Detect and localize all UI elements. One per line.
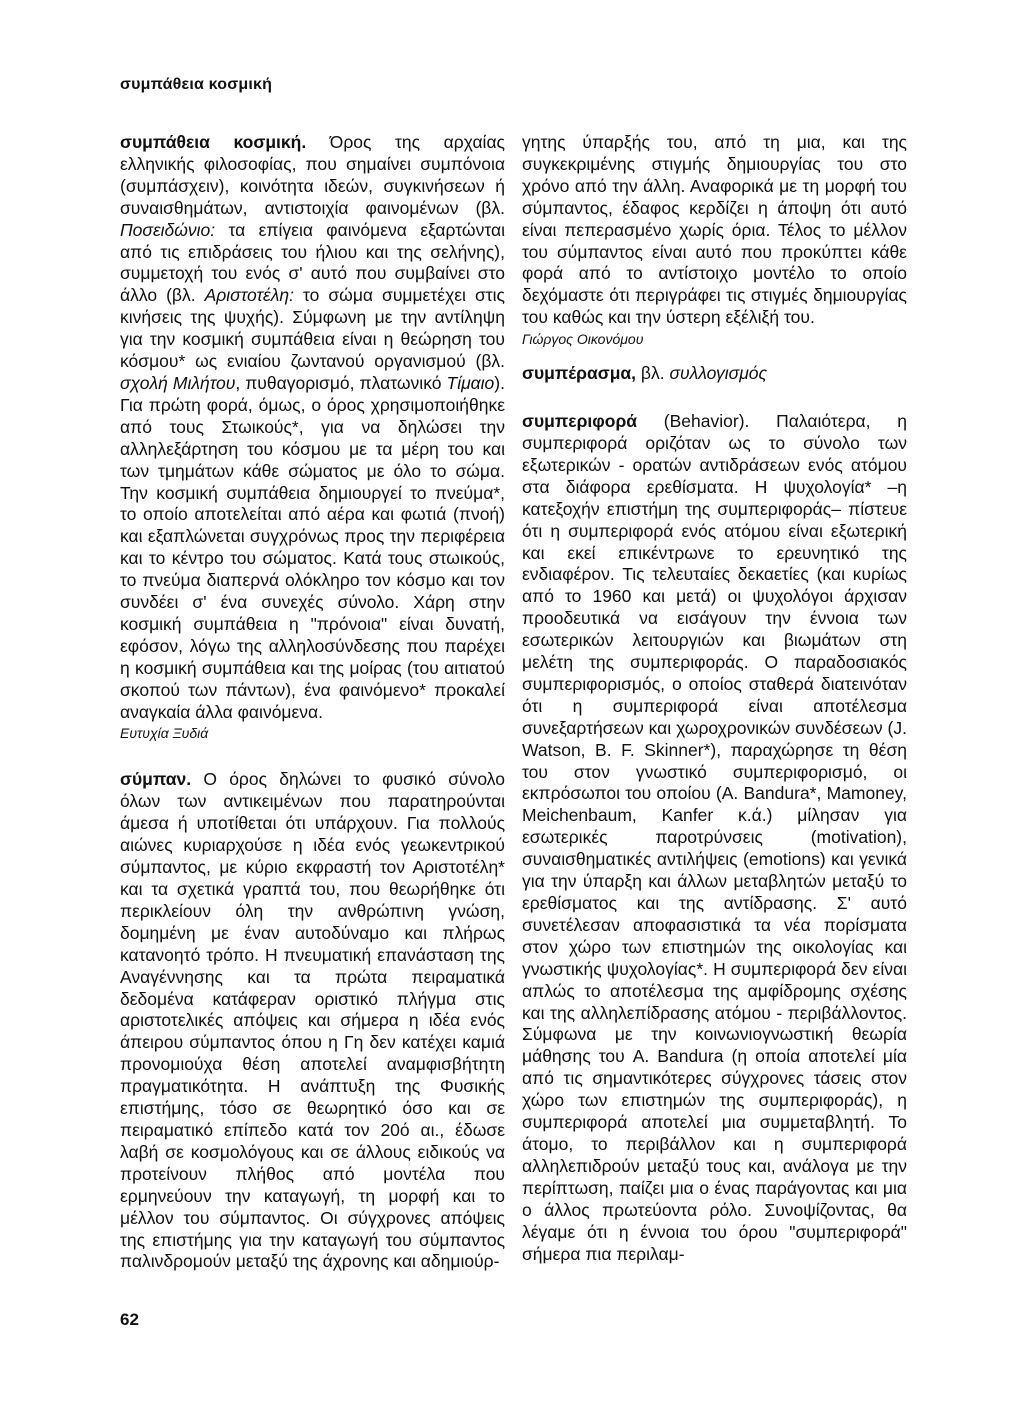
entry-text: , πυθαγορισμό, πλατωνικό xyxy=(235,372,447,393)
cross-reference: Ποσειδώνιο: xyxy=(120,219,216,240)
entry-headword: σύμπαν. xyxy=(120,769,192,790)
entry-sympatheia-kosmiki xyxy=(120,132,505,723)
entry-text: βλ. xyxy=(636,363,670,384)
entry-headword: συμπεριφορά xyxy=(522,411,638,432)
entry-sympan-continued: γητης ύπαρξής του, από τη μια, και της συγκεκριμένης στιγμής δημιουργίας του στο χρόνο από την άλλη. Αναφορικά με τη μορφή του σύμπαντος, έδαφος κερδίζει η άποψη ότι αυτό είναι πεπερασμένο χωρίς όρια. Τέλος το μέλλον του σύμπαντος είναι αυτό που προκύπτει κάθε φορά από το αντίστοιχο μοντέλο το οποίο δεχόμαστε ότι περιγράφει τις στιγμές δημιουργίας του καθώς και την ύστερη εξέλιξή του. xyxy=(522,132,907,328)
running-head: συμπάθεια κοσμική xyxy=(120,76,273,93)
entry-text: Ο όρος δηλώνει το φυσικό σύνολο όλων των αντικειμένων που παρατηρούνται άμεσα ή υποτίθεται ότι υπάρχουν. Για πολλούς αιώνες κυριαρχούσε η ιδέα ενός γεωκεντρικού σύμπαντος, με κύριο εκφραστή τον Αριστοτέλη* και τα σχετικά γραπτά του, που θεωρήθηκε ότι περικλείουν όλη την ανθρώπινη γνώση, δομημένη με έναν αυτοδύναμο και πλήρως κατανοητό τρόπο. Η πνευματική επανάσταση της Αναγέννησης και τα πρώτα πειραματικά δεδομένα κατάφεραν οριστικό πλήγμα στις αριστοτελικές απόψεις και σήμερα η ιδέα ενός άπειρου σύμπαντος όπου η Γη δεν κατέχει καμιά προνομιούχα θέση αποτελεί αναμφισβήτητη πραγματικότητα. Η ανάπτυξη της Φυσικής επιστήμης, τόσο σε θεωρητικό όσο και σε πειραματικό επίπεδο κατά τον 20ό αι., έδωσε λαβή σε κοσμολόγους και σε άλλους ειδικούς να προτείνουν πλήθος από μοντέλα που ερμηνεύουν την καταγωγή, τη μορφή και το μέλλον του σύμπαντος. Οι σύγχρονες απόψεις της επιστήμης για την καταγωγή του σύμπαντος παλινδρομούν μεταξύ της άχρονης και αδημιούρ- xyxy=(120,769,505,1272)
entry-author: Γιώργος Οικονόμου xyxy=(522,331,644,348)
entry-author: Ευτυχία Ξυδιά xyxy=(120,725,209,742)
cross-reference: σχολή Μιλήτου xyxy=(120,372,236,393)
entry-symperasma xyxy=(522,363,907,385)
entry-text: Όρος της αρχαίας ελληνικής φιλοσοφίας, που σημαίνει συμπόνοια (συμπάσχειν), κοινότητα ιδεών, συγκινήσεων ή συναισθημάτων, αντιστοιχία φαινομένων (βλ. xyxy=(120,132,505,218)
entry-text: (Behavior). Παλαιότερα, η συμπεριφορά οριζόταν ως το σύνολο των εξωτερικών - ορατών αντιδράσεων ενός ατόμου στα διάφορα ερεθίσματα. Η ψυχολογία* –η κατεξοχήν επιστήμη της συμπεριφοράς– πίστευε ότι η συμπεριφορά ενός ατόμου είναι εξωτερική και εκεί επικέντρωνε το ερευνητικό της ενδιαφέρον. Τις τελευταίες δεκαετίες (και κυρίως από το 1960 και μετά) οι ψυχολόγοι άρχισαν προοδευτικά να εισάγουν την έννοια των εσωτερικών λειτουργιών και βιωμάτων στη μελέτη της συμπεριφοράς. Ο παραδοσιακός συμπεριφορισμός, ο οποίος σταθερά διατεινόταν ότι η συμπεριφορά είναι αποτέλεσμα συνεξαρτήσεων και χωροχρονικών συνδέσεων (J. Watson, B. F. Skinner*), παραχώρησε τη θέση του στον γνωστικό συμπεριφορισμό, οι εκπρόσωποι του οποίου (A. Bandura*, Mamoney, Meichenbaum, Kanfer κ.ά.) μίλησαν για εσωτερικές παροτρύνσεις (motivation), συναισθηματικές αντιλήψεις (emotions) και γενικά για την ύπαρξη και άλλων μεταβλητών μεταξύ το ερεθίσματος και της αντίδρασης. Σ' αυτό συνετέλεσαν αποφασιστικά τα νέα πορίσματα στον χώρο των επιστημών της οικολογίας και γνωστικής ψυχολογίας*. Η συμπεριφορά δεν είναι απλώς το αποτέλεσμα της αμφίδρομης σχέσης και της αλληλεπίδρασης ατόμου - περιβάλλοντος. Σύμφωνα με την κοινωνιογνωστική θεωρία μάθησης του A. Bandura (η οποία αποτελεί μία από τις σημαντικότερες σύγχρονες τάσεις στον χώρο των επιστημών της συμπεριφοράς), η συμπεριφορά αποτελεί μια συμμεταβλητή. Το άτομο, το περιβάλλον και η συμπεριφορά αλληλεπιδρούν μεταξύ τους και, ανάλογα με την περίπτωση, παίζει μια ο ένας παράγοντας και μια ο άλλος πρωτεύοντα ρόλο. Συνοψίζοντας, θα λέγαμε ότι η έννοια του όρου "συμπεριφορά" σήμερα πια περιλαμ- xyxy=(522,411,907,1264)
entry-text: το σώμα συμμετέχει στις κινήσεις της ψυχής). Σύμφωνη με την αντίληψη για την κοσμική συμπάθεια είναι η θεώρηση του κόσμου* ως ενιαίου ζωντανού οργανισμού (βλ. xyxy=(120,285,505,372)
entry-headword: συμπάθεια κοσμική. xyxy=(120,132,307,152)
entry-text: τα επίγεια φαινόμενα εξαρτώνται από τις επιδράσεις του ήλιου και της σελήνης), συμμετοχή του ενός σ' αυτό που συμβαίνει στο άλλο (βλ. xyxy=(120,219,505,306)
entry-symperifora xyxy=(522,411,907,1265)
entry-text: ). Για πρώτη φορά, όμως, ο όρος χρησιμοποιήθηκε από τους Στωικούς*, για να δηλώσει την αλληλεξάρτηση του κόσμου με τα μέρη του και των τμημάτων κάθε σώματος με όλο το σώμα. Την κοσμική συμπάθεια δημιουργεί το πνεύμα*, το οποίο αποτελείται από αέρα και φωτιά (πνοή) και εξαπλώνεται συγχρόνως προς την περιφέρεια και το κέντρο του σώματος. Κατά τους στωικούς, το πνεύμα διαπερνά ολόκληρο τον κόσμο και τον συνδέει σ' ένα συνεχές σύνολο. Χάρη στην κοσμική συμπάθεια η "πρόνοια" είναι δυνατή, εφόσον, λόγω της αλληλοσύνδεσης που παρέχει η κοσμική συμπάθεια και της μοίρας (του αιτιατού σκοπού των πάντων), ένα φαινόμενο* προκαλεί αναγκαία άλλα φαινόμενα. xyxy=(120,372,505,722)
page-number: 62 xyxy=(120,1310,139,1329)
cross-reference: συλλογισμός xyxy=(669,363,768,384)
left-column xyxy=(120,132,505,1273)
cross-reference: Τίμαιο xyxy=(446,372,495,393)
entry-headword: συμπέρασμα, xyxy=(522,363,637,384)
entry-sympan xyxy=(120,769,505,1273)
cross-reference: Αριστοτέλη: xyxy=(204,285,294,306)
right-column xyxy=(522,132,907,1265)
